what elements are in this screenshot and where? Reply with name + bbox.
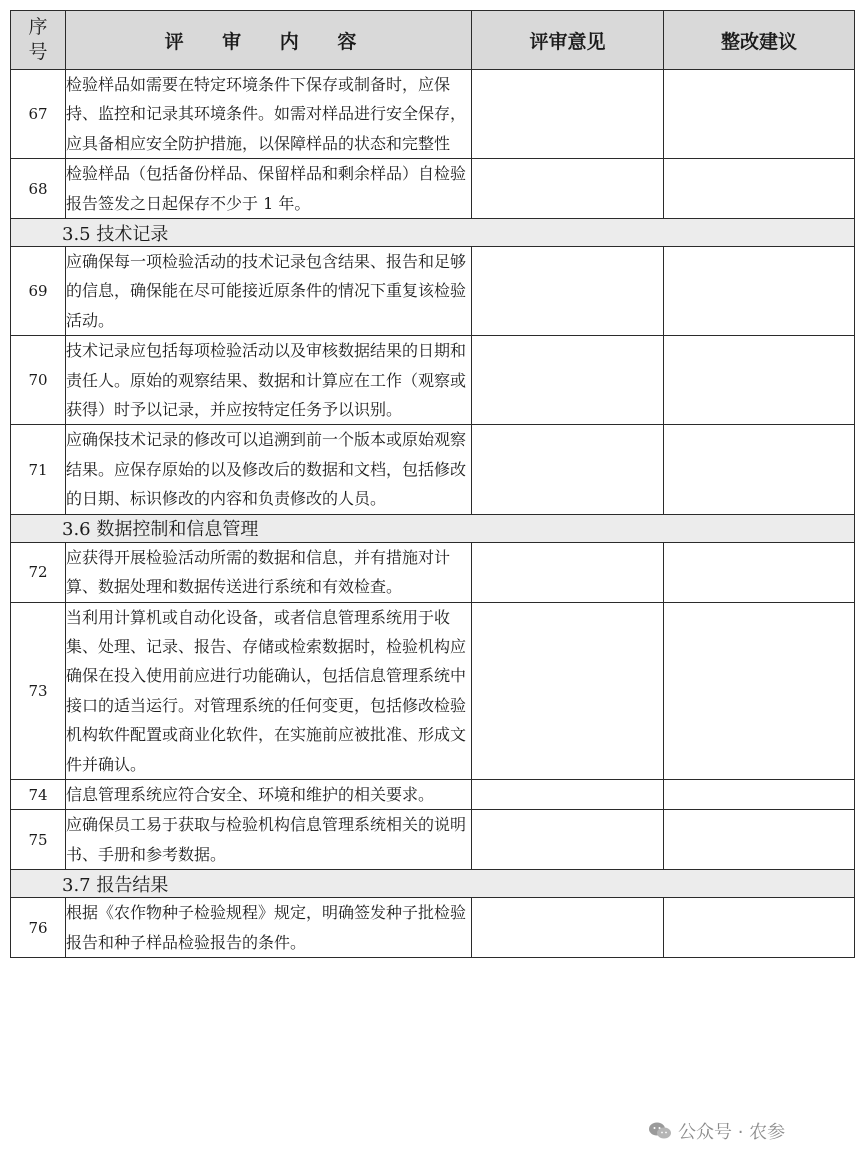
suggestion-cell[interactable] <box>664 542 855 602</box>
opinion-cell[interactable] <box>472 425 664 514</box>
opinion-cell[interactable] <box>472 542 664 602</box>
opinion-cell[interactable] <box>472 159 664 219</box>
item-number: 76 <box>11 898 66 958</box>
item-content: 技术记录应包括每项检验活动以及审核数据结果的日期和责任人。原始的观察结果、数据和计算应在工作（观察或获得）时予以记录，并应按特定任务予以识别。 <box>66 336 472 425</box>
table-row <box>11 247 855 336</box>
section-title: 3.6 数据控制和信息管理 <box>11 514 855 542</box>
item-content: 应确保员工易于获取与检验机构信息管理系统相关的说明书、手册和参考数据。 <box>66 810 472 870</box>
watermark <box>648 1118 785 1144</box>
table-row <box>11 602 855 779</box>
item-content: 检验样品如需要在特定环境条件下保存或制备时，应保持、监控和记录其环境条件。如需对样品进行安全保存，应具备相应安全防护措施，以保障样品的状态和完整性 <box>66 70 472 159</box>
table-row <box>11 159 855 219</box>
item-number: 72 <box>11 542 66 602</box>
item-number: 75 <box>11 810 66 870</box>
header-row <box>11 11 855 70</box>
suggestion-cell[interactable] <box>664 810 855 870</box>
table-row <box>11 779 855 809</box>
item-number: 67 <box>11 70 66 159</box>
suggestion-cell[interactable] <box>664 336 855 425</box>
suggestion-cell[interactable] <box>664 70 855 159</box>
item-number: 68 <box>11 159 66 219</box>
suggestion-cell[interactable] <box>664 247 855 336</box>
header-suggestion: 整改建议 <box>664 11 855 70</box>
suggestion-cell[interactable] <box>664 898 855 958</box>
item-content: 应确保每一项检验活动的技术记录包含结果、报告和足够的信息，确保能在尽可能接近原条件的情况下重复该检验活动。 <box>66 247 472 336</box>
opinion-cell[interactable] <box>472 70 664 159</box>
section-title: 3.7 报告结果 <box>11 870 855 898</box>
suggestion-cell[interactable] <box>664 602 855 779</box>
item-number: 71 <box>11 425 66 514</box>
table-row <box>11 425 855 514</box>
header-num: 序 号 <box>11 11 66 70</box>
suggestion-cell[interactable] <box>664 425 855 514</box>
opinion-cell[interactable] <box>472 898 664 958</box>
opinion-cell[interactable] <box>472 779 664 809</box>
opinion-cell[interactable] <box>472 336 664 425</box>
opinion-cell[interactable] <box>472 247 664 336</box>
item-number: 69 <box>11 247 66 336</box>
opinion-cell[interactable] <box>472 602 664 779</box>
section-title: 3.5 技术记录 <box>11 219 855 247</box>
suggestion-cell[interactable] <box>664 779 855 809</box>
review-table <box>10 10 855 958</box>
header-opinion: 评审意见 <box>472 11 664 70</box>
wechat-icon <box>648 1121 672 1141</box>
item-content: 检验样品（包括备份样品、保留样品和剩余样品）自检验报告签发之日起保存不少于 1 年。 <box>66 159 472 219</box>
table-row <box>11 70 855 159</box>
item-number: 70 <box>11 336 66 425</box>
table-row <box>11 898 855 958</box>
section-row <box>11 870 855 898</box>
item-content: 当利用计算机或自动化设备，或者信息管理系统用于收集、处理、记录、报告、存储或检索数据时，检验机构应确保在投入使用前应进行功能确认，包括信息管理系统中接口的适当运行。对管理系统的任何变更，包括修改检验机构软件配置或商业化软件，在实施前应被批准、形成文件并确认。 <box>66 602 472 779</box>
section-row <box>11 514 855 542</box>
item-content: 应确保技术记录的修改可以追溯到前一个版本或原始观察结果。应保存原始的以及修改后的数据和文档，包括修改的日期、标识修改的内容和负责修改的人员。 <box>66 425 472 514</box>
item-number: 74 <box>11 779 66 809</box>
item-content: 信息管理系统应符合安全、环境和维护的相关要求。 <box>66 779 472 809</box>
opinion-cell[interactable] <box>472 810 664 870</box>
table-row <box>11 542 855 602</box>
watermark-text: 公众号 · 农参 <box>678 1122 786 1143</box>
item-content: 应获得开展检验活动所需的数据和信息，并有措施对计算、数据处理和数据传送进行系统和有效检查。 <box>66 542 472 602</box>
header-content: 评 审 内 容 <box>66 11 472 70</box>
table-row <box>11 336 855 425</box>
suggestion-cell[interactable] <box>664 159 855 219</box>
table-row <box>11 810 855 870</box>
section-row <box>11 219 855 247</box>
item-number: 73 <box>11 602 66 779</box>
item-content: 根据《农作物种子检验规程》规定，明确签发种子批检验报告和种子样品检验报告的条件。 <box>66 898 472 958</box>
